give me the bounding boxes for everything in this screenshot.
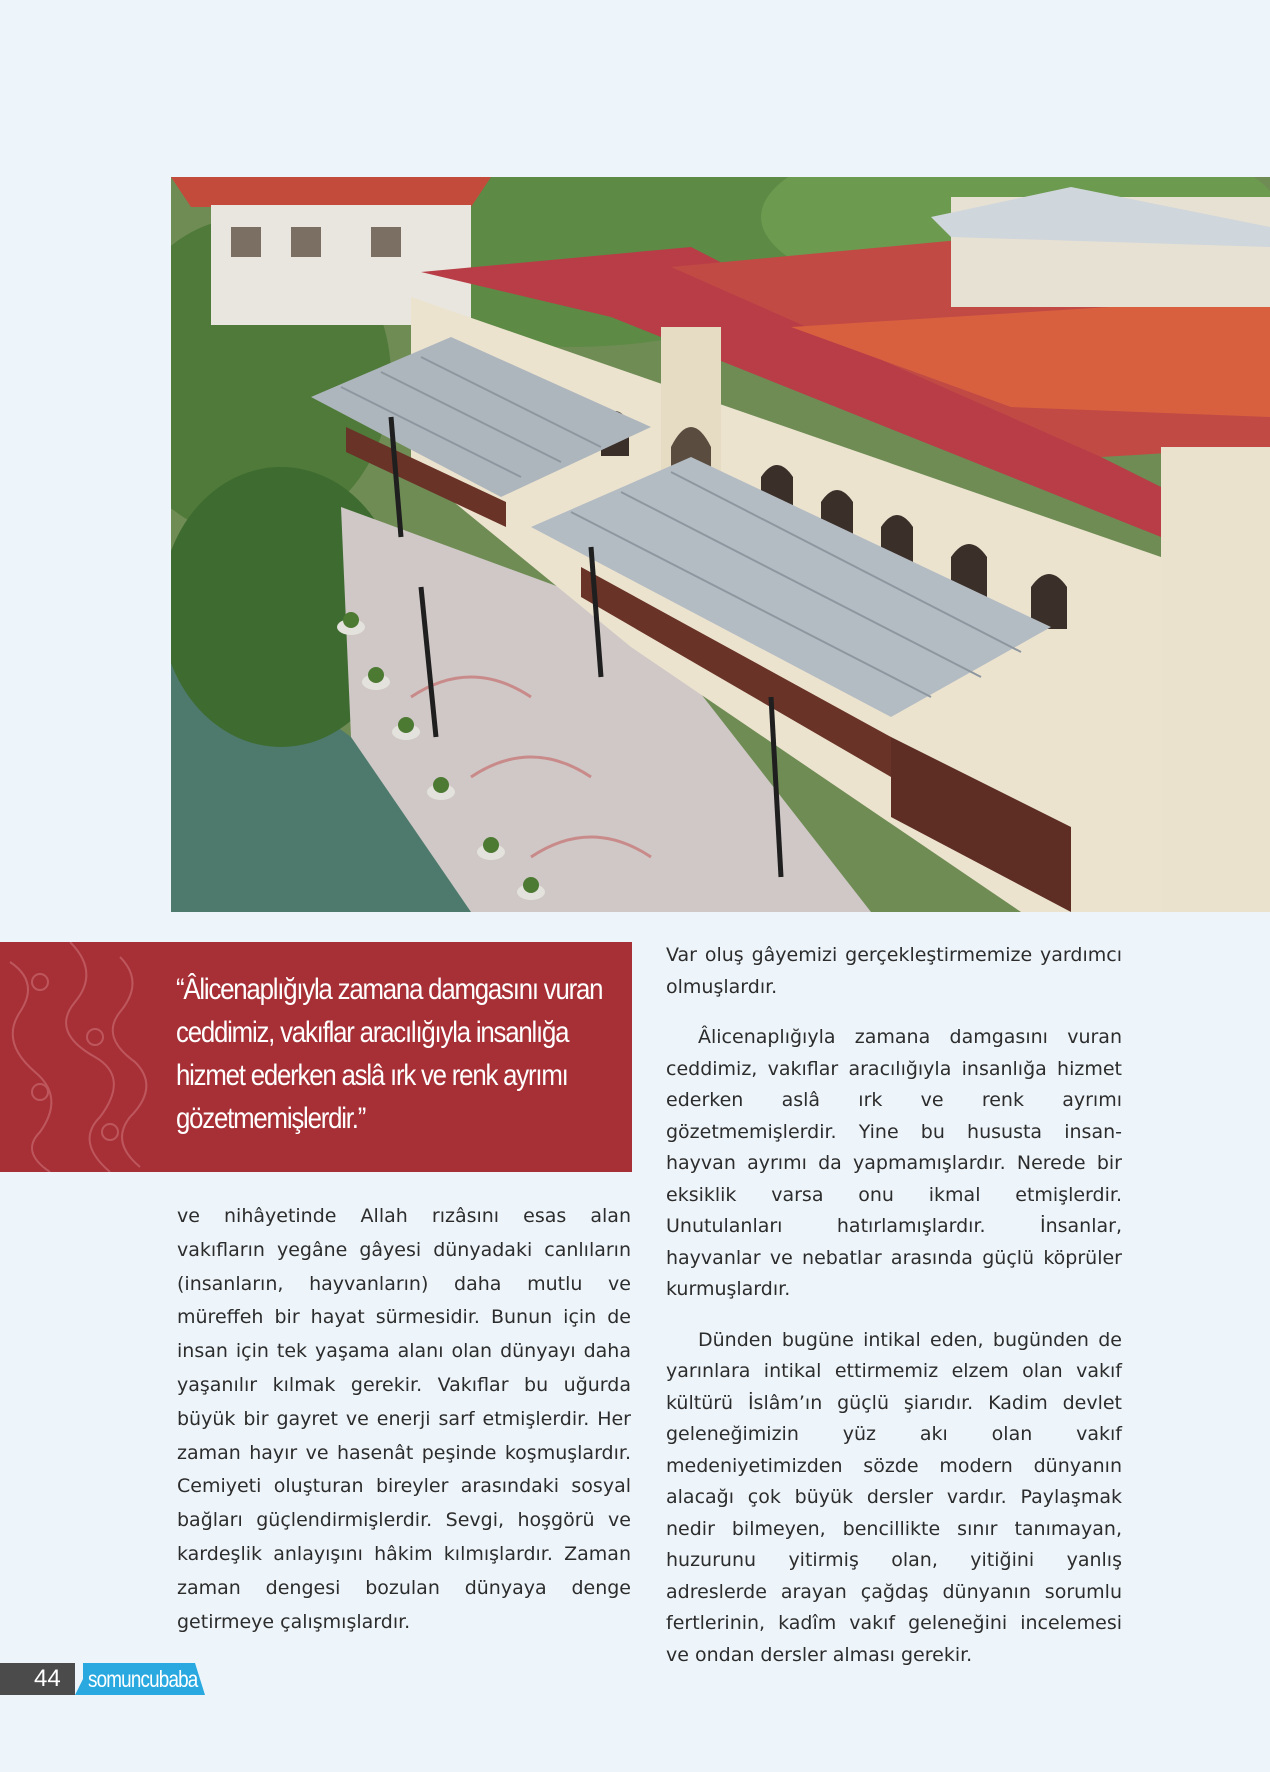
left-text-column: [177, 1200, 631, 1639]
right-paragraph: Dünden bugüne intikal eden, bugünden de yarınlara intikal ettirmemiz elzem olan vakıf kültürü İslâm’ın güçlü şiarıdır. Kadim devlet geleneğimizin yüz akı olan vakıf medeniyetimizden sözde modern dünyanın alacağı çok büyük dersler vardır. Paylaşmak nedir bilmeyen, bencillikte sınır tanımayan, huzurunu yitirmiş olan, yitiğini yanlış adreslerde arayan çağdaş dünyanın sorumlu fertlerinin, kadîm vakıf geleneğini incelemesi ve ondan dersler alması gerekir.: [666, 1328, 1122, 1666]
pull-quote-box: [0, 942, 632, 1172]
page-number: 44: [34, 1665, 61, 1692]
right-paragraph: Var oluş gâyemizi gerçekleştirmemize yardımcı olmuşlardır.: [666, 944, 1122, 998]
brand-name: somuncubaba: [88, 1666, 198, 1692]
left-paragraph: ve nihâyetinde Allah rızâsını esas alan vakıfların yegâne gâyesi dünyadaki canlıların (insanların, hayvanların) daha mutlu ve müreffeh bir hayat sürmesidir. Bunun için de insan için tek yaşama alanı olan dünyayı daha yaşanılır kılmak gerekir. Vakıflar bu uğurda büyük bir gayret ve enerji sarf etmişlerdir. Her zaman hayır ve hasenât peşinde koşmuşlardır. Cemiyeti oluşturan bireyler arasındaki sosyal bağları güçlendirmişlerdir. Sevgi, hoşgörü ve kardeşlik anlayışını hâkim kılmışlardır. Zaman zaman dengesi bozulan dünyaya denge getirmeye çalışmışlardır.: [177, 1205, 631, 1633]
floral-pattern-decoration: [0, 942, 150, 1172]
aerial-photo-riverside-building: [171, 177, 1270, 912]
right-text-column: [666, 940, 1122, 1671]
right-paragraph: Âlicenaplığıyla zamana damgasını vuran ceddimiz, vakıflar aracılığıyla insanlığa hizmet ederken aslâ ırk ve renk ayrımı gözetmemişlerdir. Yine bu hususta insan-hayvan ayrımı da yapmamışlardır. Nerede bir eksiklik varsa onu ikmal etmişlerdir. Unutulanları hatırlamışlardır. İnsanlar, hayvanlar ve nebatlar arasında güçlü köprüler kurmuşlardır.: [666, 1026, 1122, 1300]
photo-illustration: [171, 177, 1270, 912]
pull-quote-text: “Âlicenaplığıyla zamana damgasını vuran ceddimiz, vakıflar aracılığıyla insanlığa hizmet ederken aslâ ırk ve renk ayrımı gözetmemişlerdir.”: [176, 973, 603, 1135]
